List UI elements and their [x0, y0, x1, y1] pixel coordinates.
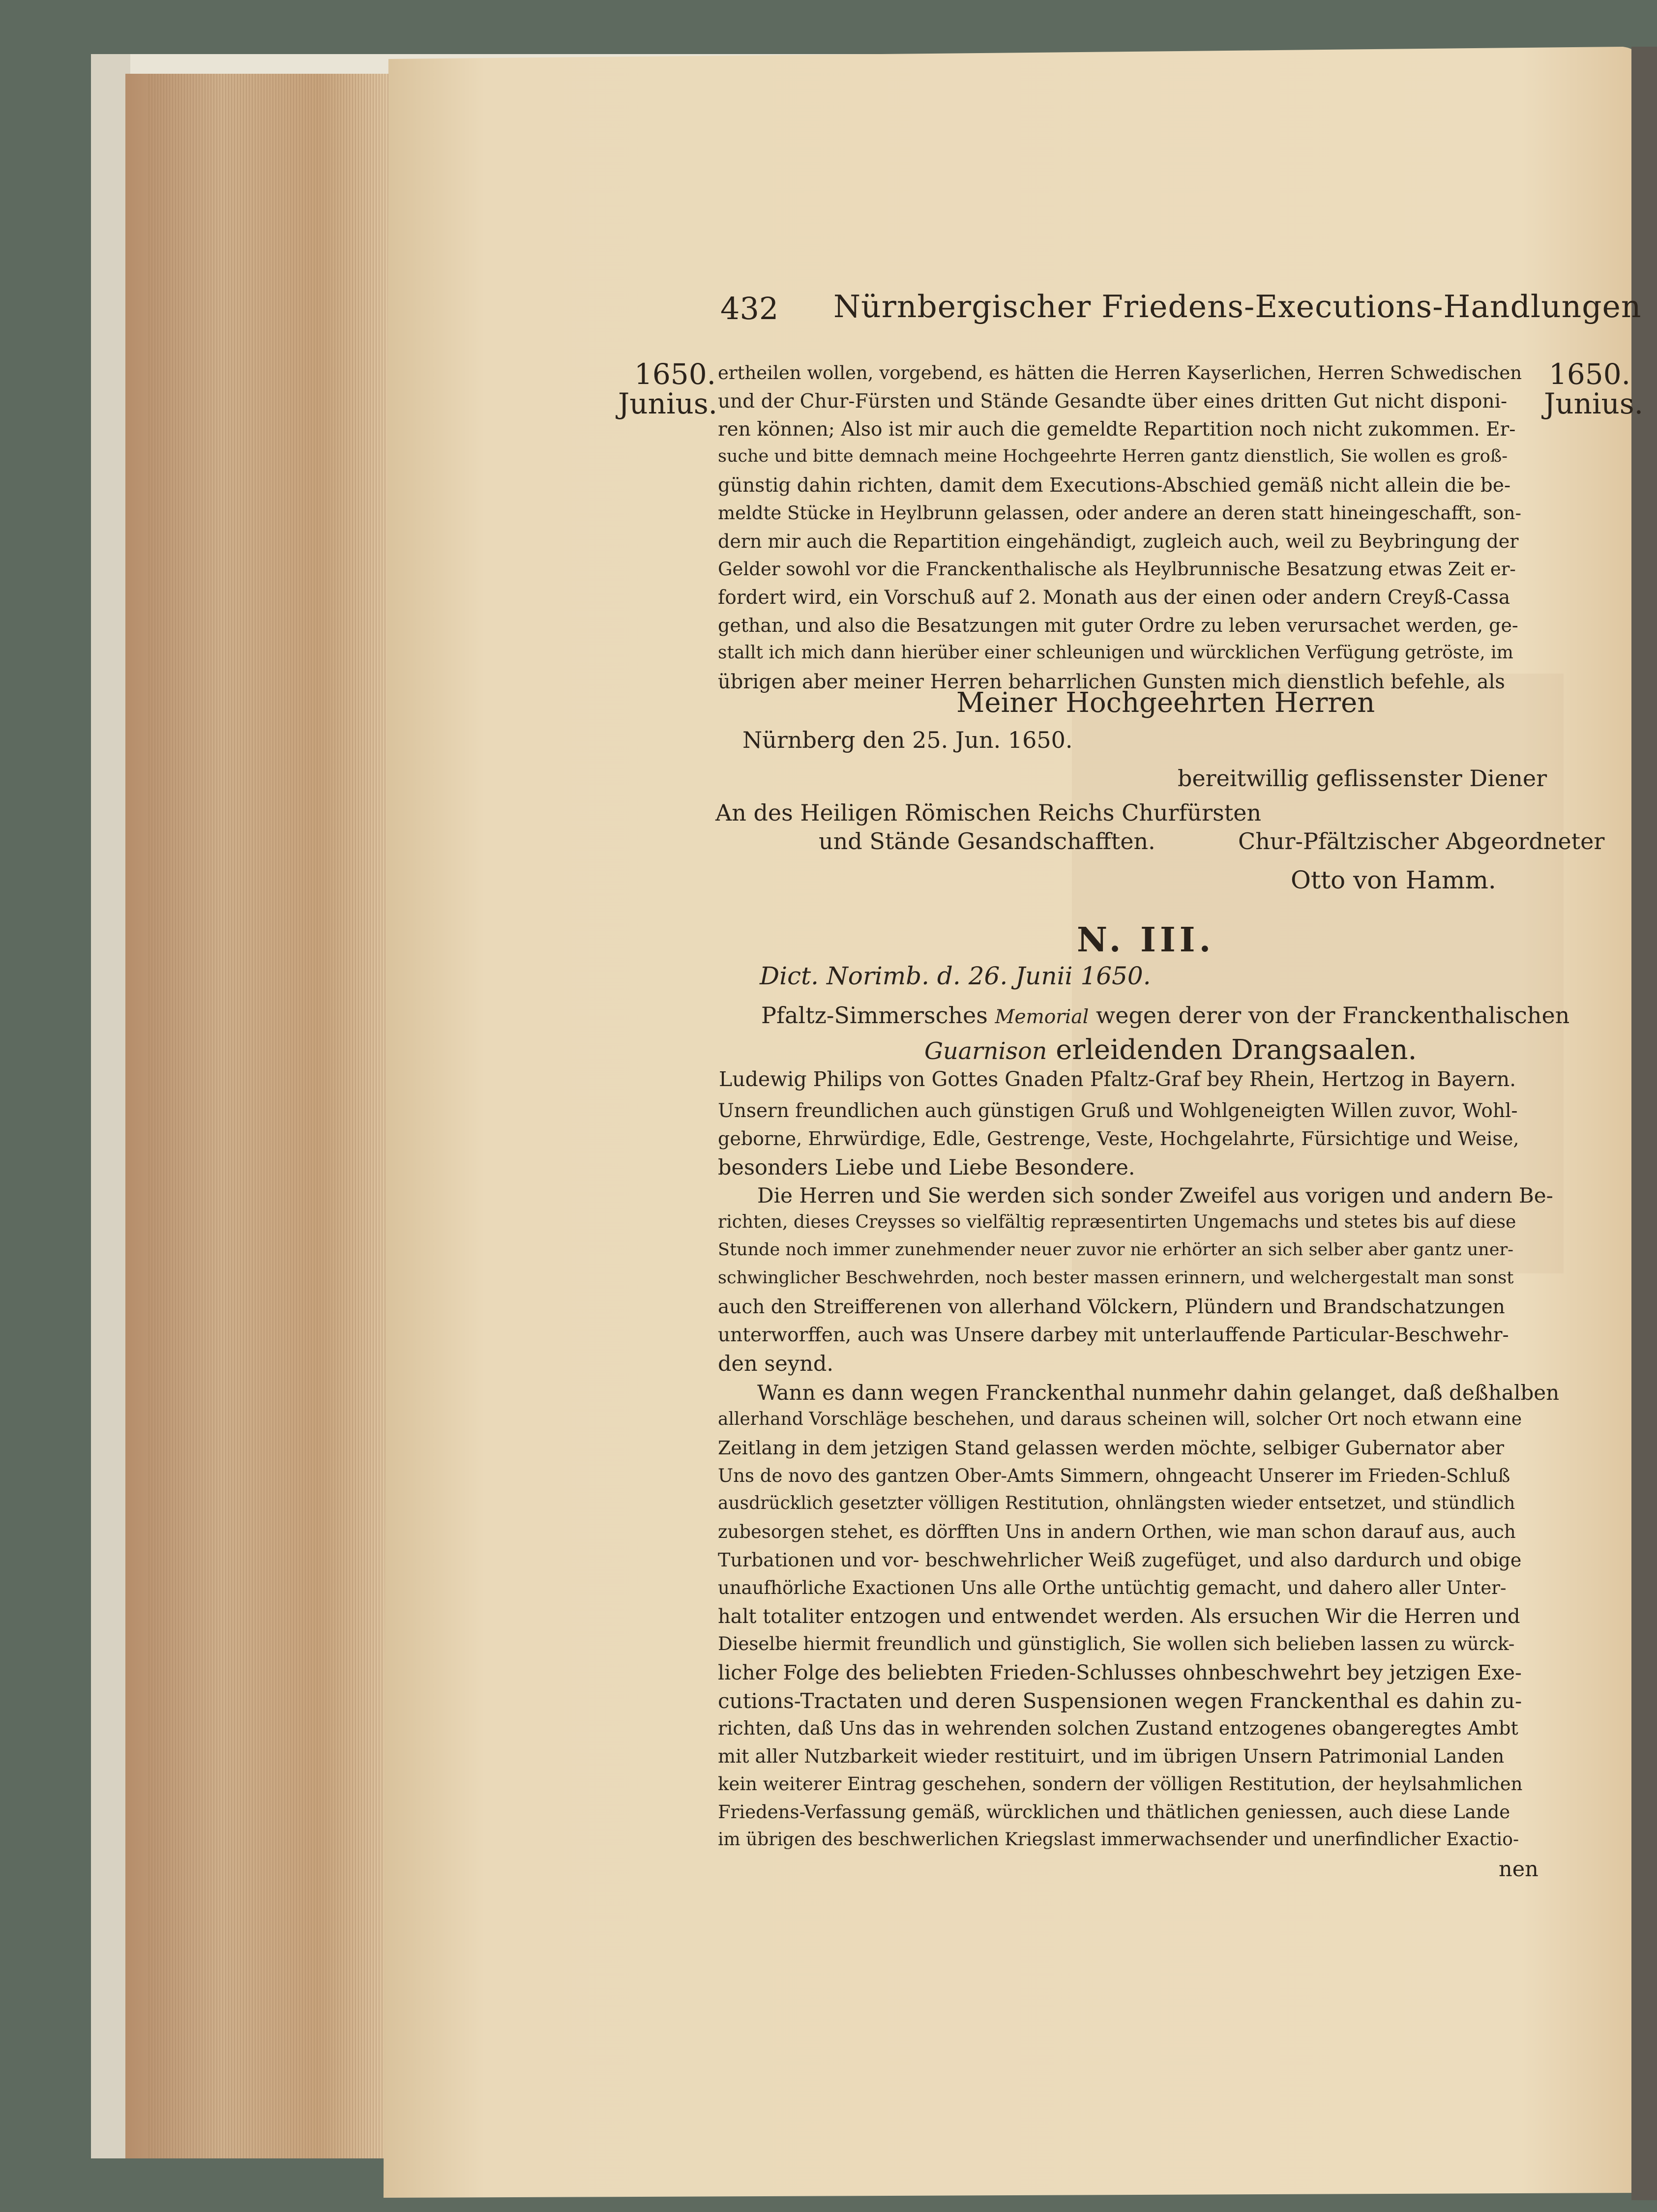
text-line: und der Chur-Fürsten und Stände Gesandte über eines dritten Gut nicht disponi-	[718, 390, 1508, 413]
text-line: geborne, Ehrwürdige, Edle, Gestrenge, Veste, Hochgelahrte, Fürsichtige und Weise,	[718, 1128, 1519, 1150]
text-line: Friedens-Verfassung gemäß, würcklichen und thätlichen geniessen, auch diese Lande	[718, 1801, 1510, 1823]
text-line: günstig dahin richten, damit dem Executions-Abschied gemäß nicht allein die be-	[718, 474, 1511, 497]
text-line: kein weiterer Eintrag geschehen, sondern der völligen Restitution, der heylsahmlichen	[718, 1773, 1523, 1795]
servant-formula: bereitwillig geflissenster Diener	[1178, 765, 1547, 792]
text-line: besonders Liebe und Liebe Besondere.	[718, 1155, 1135, 1180]
text-line: den seynd.	[718, 1352, 834, 1376]
title-part: Guarnison	[924, 1038, 1047, 1065]
title-part: erleidenden Drangsaalen.	[1056, 1034, 1417, 1066]
text-line: gethan, und also die Besatzungen mit guter Ordre zu leben verursachet werden, ge-	[718, 615, 1518, 636]
text-line: Zeitlang in dem jetzigen Stand gelassen werden möchte, selbiger Gubernator aber	[718, 1437, 1504, 1459]
text-line: ren können; Also ist mir auch die gemeldte Repartition noch nicht zukommen. Er-	[718, 418, 1516, 441]
text-line: dern mir auch die Repartition eingehändigt, zugleich auch, weil zu Beybringung der	[718, 531, 1519, 552]
text-line: ertheilen wollen, vorgebend, es hätten die Herren Kayserlichen, Herren Schwedischen	[718, 362, 1522, 383]
closing-salutation: Meiner Hochgeehrten Herren	[956, 687, 1375, 719]
margin-note-month-left: Junius.	[618, 387, 718, 420]
text-line: Gelder sowohl vor die Franckenthalische als Heylbrunnische Besatzung etwas Zeit er-	[718, 559, 1516, 580]
title-part: Pfaltz-Simmersches	[761, 1002, 988, 1029]
text-line: richten, daß Uns das in wehrenden solchen Zustand entzogenes obangeregtes Ambt	[718, 1717, 1518, 1739]
text-line: Wann es dann wegen Franckenthal nunmehr dahin gelanget, daß deßhalben	[757, 1381, 1560, 1405]
title-part: Memorial	[995, 1006, 1089, 1028]
text-line: Uns de novo des gantzen Ober-Amts Simmern, ohngeacht Unserer im Frieden-Schluß	[718, 1465, 1510, 1486]
catchword: nen	[1499, 1857, 1539, 1882]
dictation-note: Dict. Norimb. d. 26. Junii 1650.	[760, 962, 1151, 990]
document-title	[761, 1004, 1569, 1027]
addressee-line: und Stände Gesandschafften.	[819, 828, 1155, 855]
delegate-title: Chur-Pfältzischer Abgeordneter	[1238, 828, 1605, 855]
text-line: Dieselbe hiermit freundlich und günstiglich, Sie wollen sich belieben lassen zu würck-	[718, 1633, 1515, 1654]
text-line: übrigen aber meiner Herren beharrlichen Gunsten mich dienstlich befehle, als	[718, 671, 1505, 693]
text-line: Turbationen und vor- beschwehrlicher Weiß zugefüget, und also dardurch und obige	[718, 1549, 1522, 1571]
delegate-name: Otto von Hamm.	[1291, 866, 1496, 894]
margin-note-month-right: Junius.	[1544, 387, 1644, 420]
running-title: Nürnbergischer Friedens-Executions-Handlungen	[833, 289, 1642, 324]
page-number: 432	[720, 291, 779, 326]
addressee-line: An des Heiligen Römischen Reichs Churfürsten	[715, 799, 1262, 826]
document-number: N. III.	[1077, 920, 1215, 960]
text-line: Stunde noch immer zunehmender neuer zuvor nie erhörter an sich selber aber gantz uner-	[718, 1240, 1514, 1260]
text-line: meldte Stücke in Heylbrunn gelassen, oder andere an deren statt hineingeschafft, son-	[718, 502, 1521, 524]
text-line: unterworffen, auch was Unsere darbey mit unterlauffende Particular-Beschwehr-	[718, 1324, 1509, 1346]
place-and-date: Nürnberg den 25. Jun. 1650.	[742, 727, 1073, 753]
text-line: zubesorgen stehet, es dörfften Uns in andern Orthen, wie man schon darauf aus, auch	[718, 1521, 1516, 1542]
margin-note-year-right: 1650.	[1549, 357, 1631, 391]
sender-line: Ludewig Philips von Gottes Gnaden Pfaltz-Graf bey Rhein, Hertzog in Bayern.	[719, 1067, 1516, 1091]
text-line: allerhand Vorschläge beschehen, und daraus scheinen will, solcher Ort noch etwann eine	[718, 1409, 1522, 1429]
title-part: wegen derer von der Franckenthalischen	[1095, 1002, 1570, 1029]
text-line: halt totaliter entzogen und entwendet werden. Als ersuchen Wir die Herren und	[718, 1605, 1520, 1628]
text-line: licher Folge des beliebten Frieden-Schlusses ohnbeschwehrt bey jetzigen Exe-	[718, 1661, 1522, 1684]
text-line: suche und bitte demnach meine Hochgeehrte Herren gantz dienstlich, Sie wollen es groß-	[718, 446, 1508, 466]
text-line: fordert wird, ein Vorschuß auf 2. Monath aus der einen oder andern Creyß-Cassa	[718, 587, 1510, 609]
text-line: Die Herren und Sie werden sich sonder Zweifel aus vorigen und andern Be-	[757, 1183, 1553, 1208]
text-line: im übrigen des beschwerlichen Kriegslast immerwachsender und unerfindlicher Exactio-	[718, 1829, 1519, 1850]
text-line: auch den Streifferenen von allerhand Völckern, Plündern und Brandschatzungen	[718, 1296, 1505, 1318]
text-line: cutions-Tractaten und deren Suspensionen wegen Franckenthal es dahin zu-	[718, 1689, 1522, 1713]
document-title	[924, 1036, 1417, 1064]
text-line: stallt ich mich dann hierüber einer schleunigen und würcklichen Verfügung getröste, im	[718, 643, 1513, 663]
text-line: unaufhörliche Exactionen Uns alle Orthe untüchtig gemacht, und dahero aller Unter-	[718, 1577, 1507, 1598]
text-line: schwinglicher Beschwehrden, noch bester massen erinnern, und welchergestalt man sonst	[718, 1268, 1514, 1288]
text-line: mit aller Nutzbarkeit wieder restituirt, und im übrigen Unsern Patrimonial Landen	[718, 1745, 1505, 1767]
text-line: richten, dieses Creysses so vielfältig repræsentirten Ungemachs und stetes bis auf diese	[718, 1212, 1516, 1232]
text-line: Unsern freundlichen auch günstigen Gruß und Wohlgeneigten Willen zuvor, Wohl-	[718, 1100, 1518, 1122]
text-line: ausdrücklich gesetzter völligen Restitution, ohnlängsten wieder entsetzet, und stündlich	[718, 1493, 1515, 1513]
margin-note-year-left: 1650.	[634, 357, 716, 391]
